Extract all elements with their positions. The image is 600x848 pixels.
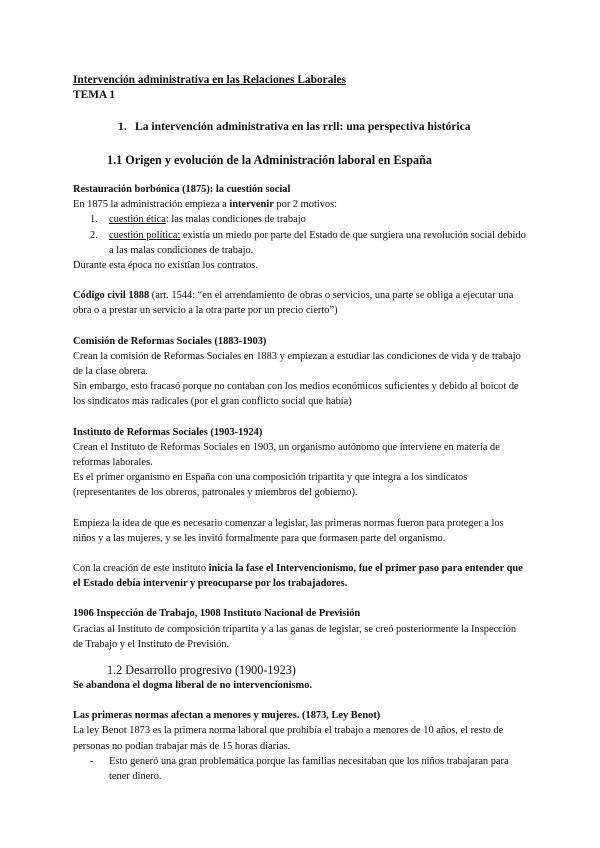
paragraph-intro: En 1875 la administración empieza a intervenir por 2 motivos: [73,199,338,211]
block-heading-instituto: Instituto de Reformas Sociales (1903-1924) [73,426,263,438]
block-heading-codigo-civil: Código civil 1888 [73,290,150,302]
document-title: Intervención administrativa en las Relaciones Laborales [73,74,347,86]
block-heading-inspeccion: 1906 Inspección de Trabajo, 1908 Instituto Nacional de Previsión [73,608,361,620]
list-item: 1. cuestión ética: las malas condiciones de trabajo [90,214,306,226]
block-heading-restauracion: Restauración borbónica (1875): la cuestión social [73,184,291,195]
document-body [73,73,528,784]
emphasis-intervencionismo: inicia la fase el Intervencionismo, fue el primer paso para entender que el Estado debía intervenir y preocuparse por los trabajadores. [73,563,523,590]
paragraph: Gracias al Instituto de composición tripartita y a las ganas de legislar, se creó posteriormente la Inspección de Trabajo y el Instituto de Previsión. [73,623,517,650]
subsection-heading-1-2: 1.2 Desarrollo progresivo (1900-1923) [107,663,296,678]
list-item: - Esto generó una gran problemática porque las familias necesitaban que los niños trabajaran para tener dinero. [90,755,509,783]
list-item: 2. cuestión política: existía un miedo por parte del Estado de que surgiera una revolución social debido a las malas condiciones de trabajo. [90,229,526,256]
subsection-subtitle: Se abandona el dogma liberal de no intervencionismo. [73,680,312,692]
paragraph: Empieza la idea de que es necesario comenzar a legislar, las primeras normas fueron para proteger a los niños y a las mujeres, y se les invitó formalmente para que formasen parte del organismo. [73,517,504,544]
paragraph: Es el primer organismo en España con una composición tripartita y que integra a los sindicatos (representantes de los obreros, patronales y miembros del gobierno). [73,472,468,499]
tema-label: TEMA 1 [73,89,116,101]
paragraph: Con la creación de este instituto inicia la fase el Intervencionismo, fue el primer paso para entender que el Estado debía intervenir y preocuparse por los trabajadores. [73,563,523,590]
paragraph: La ley Benot 1873 es la primera norma laboral que prohibía el trabajo a menores de 10 años, el resto de personas no podían trabajar más de 15 horas diarias. [73,725,504,752]
paragraph: Sin embargo, esto fracasó porque no contaban con los medios económicos suficientes y debido al boicot de los sindicatos más radicales (por el gran conflicto social que había) [73,381,519,408]
paragraph: Crean la comisión de Reformas Sociales en 1883 y empiezan a estudiar las condiciones de vida y de trabajo de la clase obrera. [73,350,521,378]
paragraph: Crean el Instituto de Reformas Sociales en 1903, un organismo autónomo que interviene en materia de reformas laborales. [73,441,500,469]
section-title: La intervención administrativa en las rrll: una perspectiva histórica [135,120,471,133]
paragraph-codigo-civil: Código civil 1888 (art. 1544: “en el arrendamiento de obras o servicios, una parte se obliga a ejecutar una obra o a prestar un servicio a la otra parte por un precio cierto”) [73,290,514,317]
section-number: 1. [118,120,127,133]
numbered-list [73,212,528,258]
block-heading-comision: Comisión de Reformas Sociales (1883-1903) [73,335,267,347]
paragraph: Durante esta época no existían los contratos. [73,260,258,272]
dash-list [73,754,528,784]
section-heading-1 [118,119,528,135]
block-heading-ley-benot: Las primeras normas afectan a menores y mujeres. (1873, Ley Benot) [73,710,381,722]
subsection-heading-1-1: 1.1 Origen y evolución de la Administración laboral en España [107,153,433,167]
emphasis-intervenir: intervenir [229,199,274,211]
